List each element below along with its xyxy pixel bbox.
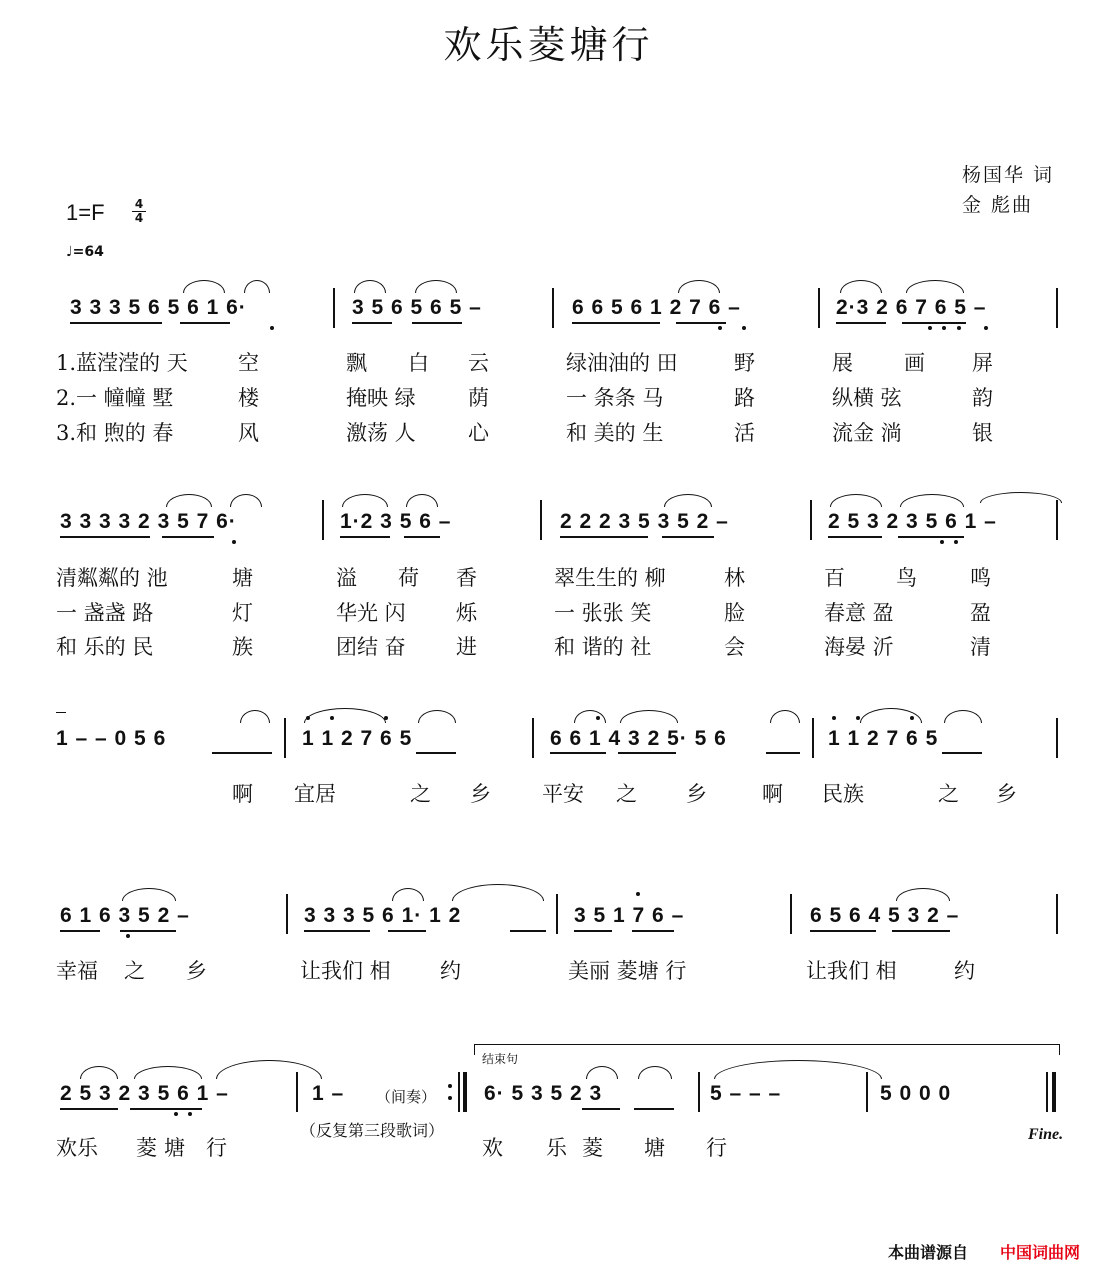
row1-bar3-notes: 6 6 5 6 1 2 7 6 – [572,296,741,319]
lyric: 流金 淌 [832,421,902,445]
ending-label: 结束句 [482,1052,519,1066]
octave-dot [940,540,944,544]
lyric: 约 [440,959,461,983]
slur [166,494,212,507]
barline [812,718,814,758]
lyric: 飘 [346,351,367,375]
row4-bar2-notes: 3 3 3 5 6 1· 1 2 [304,904,462,927]
barline [556,894,558,934]
lyric: 脸 [724,601,745,625]
lyric: 民族 [822,782,864,806]
underline [510,930,546,932]
lyric: 灯 [232,601,253,625]
octave-dot [928,326,932,330]
underline [180,322,230,324]
octave-dot [957,326,961,330]
row5-bar4-notes: 5 – – – [710,1082,782,1105]
lyric: 啊 [232,782,253,806]
row2-bar3-notes: 2 2 2 3 5 3 5 2 – [560,510,729,533]
lyric: 韵 [972,386,993,410]
lyric: 荫 [468,386,489,410]
lyric: 乡 [686,782,707,806]
tempo-mark: ♩=64 [66,244,104,260]
repeat-note: （反复第三段歌词） [300,1121,445,1140]
lyric: 3.和 煦的 春 [56,421,174,445]
underline [836,322,886,324]
octave-dot [330,716,334,720]
lyric: 和 谐的 社 [554,635,652,659]
slur [392,888,424,901]
underline [898,536,964,538]
lyric: 和 乐的 民 [56,635,154,659]
lyric: 心 [468,421,489,445]
lyric: 清粼粼的 池 [56,566,168,590]
lyric: 白 [408,351,429,375]
lyric: 海晏 沂 [824,635,894,659]
lyric: 塘 [164,1136,185,1160]
lyric: 纵横 弦 [832,386,902,410]
barline [552,288,554,328]
lyric: 华光 闪 [336,601,406,625]
slur [944,710,982,723]
underline [550,752,606,754]
barline [540,500,542,540]
lyric: 路 [734,386,755,410]
octave-dot [596,716,600,720]
slur [406,494,438,507]
ending-bracket [474,1044,1060,1055]
row5-bar2-notes: 1 – [312,1082,345,1105]
key-signature: 1=F [66,200,105,225]
slur [900,494,964,507]
slur [240,710,270,723]
slur [896,888,950,901]
underline [902,322,966,324]
lyric: 菱 [582,1136,603,1160]
slur [830,494,882,507]
slur [80,1066,118,1079]
underline [618,752,676,754]
lyric: 2.一 幢幢 墅 [56,386,174,410]
barline [1056,894,1058,934]
underline [942,752,982,754]
row2-bar4-notes: 2 5 3 2 3 5 6 1 – [828,510,997,533]
lyric: 画 [904,351,925,375]
underline [828,536,882,538]
lyric: 荷 [398,566,419,590]
barline [818,288,820,328]
underline [766,752,800,754]
lyric: 欢 [482,1136,503,1160]
lyric: 烁 [456,601,477,625]
row4-bar4-notes: 6 5 6 4 5 3 2 – [810,904,960,927]
lyric: 之 [938,782,959,806]
lyric: 银 [972,421,993,445]
slur [415,280,457,293]
lyric: 平安 [542,782,584,806]
octave-dot [742,326,746,330]
page-title: 欢乐菱塘行 [443,23,654,67]
underline [412,322,462,324]
octave-dot [188,1112,192,1116]
lyric: 风 [238,421,259,445]
final-barline [1052,1072,1056,1112]
slur [638,1066,672,1079]
lyric: 会 [724,635,745,659]
slur [230,494,262,507]
tie [216,1060,322,1079]
fine-mark: Fine. [1028,1126,1064,1143]
row2-bar1-notes: 3 3 3 3 2 3 5 7 6· [60,510,237,533]
lyric: 鸣 [970,566,991,590]
underline [810,930,876,932]
lyric: 乡 [996,782,1017,806]
octave-dot [636,892,640,896]
octave-dot [270,326,274,330]
lyric: 林 [724,566,745,590]
slur [770,710,800,723]
lyric: 空 [238,351,259,375]
octave-dot [832,716,836,720]
source-site-link[interactable]: 中国词曲网 [1000,1243,1081,1262]
underline [162,536,214,538]
lyric: 之 [616,782,637,806]
lyric: 进 [456,635,477,659]
underline [892,930,950,932]
lyric: 展 [832,351,853,375]
lyric: 屏 [972,351,993,375]
tie [452,884,544,901]
lyric: 1.蓝滢滢的 天 [56,351,188,375]
row3-bar1-notes: 1 – – 0 5 6 [56,727,167,750]
slur [342,494,388,507]
slur [840,280,882,293]
lyric: 约 [954,959,975,983]
underline [560,536,648,538]
lyric: 塘 [232,566,253,590]
underline [120,930,176,932]
octave-dot [984,326,988,330]
underline [60,536,150,538]
lyricist-credit: 杨国华 词 [962,164,1055,186]
row4-bar3-notes: 3 5 1 7 6 – [574,904,685,927]
lyric: 百 [824,566,845,590]
row5-bar5-notes: 5 0 0 0 [880,1082,952,1105]
lyric: 族 [232,635,253,659]
lyric: 让我们 相 [806,959,897,983]
underline [582,1108,620,1110]
lyric: 一 盏盏 路 [56,601,154,625]
lyric: 让我们 相 [300,959,391,983]
lyric: 团结 奋 [336,635,406,659]
octave-dot [126,934,130,938]
barline [1056,718,1058,758]
slur [906,280,964,293]
underline [212,752,272,754]
lyric: 野 [734,351,755,375]
tie [980,492,1062,503]
underline [388,930,426,932]
underline [404,536,440,538]
lyric: 宜居 [294,782,336,806]
barline [322,500,324,540]
octave-dot [174,1112,178,1116]
lyric: 云 [468,351,489,375]
lyric: 掩映 绿 [346,386,416,410]
lyric: 春意 盈 [824,601,894,625]
octave-dot [942,326,946,330]
lyric: 翠生生的 柳 [554,566,666,590]
lyric: 欢乐 [56,1136,98,1160]
underline [352,322,392,324]
lyric: 菱 [136,1136,157,1160]
underline [634,1108,674,1110]
underline [304,930,370,932]
lyric: 之 [410,782,431,806]
octave-dot [306,716,310,720]
lyric: 活 [734,421,755,445]
lyric: 啊 [762,782,783,806]
barline [1056,288,1058,328]
underline [416,752,456,754]
slur [586,1066,618,1079]
barline [333,288,335,328]
underline [662,536,714,538]
lyric: 美丽 菱塘 行 [568,959,687,983]
repeat-sign [446,1072,486,1112]
row1-bar4-notes: 2·3 2 6 7 6 5 – [836,296,987,319]
time-signature [130,198,148,225]
underline [60,930,100,932]
underline [130,1108,202,1110]
barline [286,894,288,934]
lyric: 幸福 [56,959,98,983]
slur [620,710,678,723]
row3-bar4-notes: 1 1 2 7 6 5 [828,727,939,750]
underline [632,930,674,932]
tie-end [56,712,66,713]
slur [664,494,712,507]
lyric: 乡 [470,782,491,806]
barline [810,500,812,540]
underline [340,536,390,538]
slur [418,710,456,723]
lyric: 一 条条 马 [566,386,664,410]
lyric: 盈 [970,601,991,625]
underline [70,322,162,324]
row3-bar3-notes: 6 6 1 4 3 2 5· 5 6 [550,727,727,750]
underline [60,1108,118,1110]
slur [122,888,176,901]
row2-bar2-notes: 1·2 3 5 6 – [340,510,452,533]
tie [714,1060,882,1079]
octave-dot [384,716,388,720]
lyric: 和 美的 生 [566,421,664,445]
lyric: 乡 [186,959,207,983]
underline [574,930,612,932]
slur [574,710,606,723]
interlude-label: （间奏） [376,1088,437,1106]
barline [1046,1072,1048,1112]
lyric: 清 [970,635,991,659]
barline [1056,500,1058,540]
lyric: 香 [456,566,477,590]
row1-bar1-notes: 3 3 3 5 6 5 6 1 6· [70,296,247,319]
lyric: 绿油油的 田 [566,351,678,375]
lyric: 行 [206,1136,227,1160]
slur [244,280,270,293]
octave-dot [954,540,958,544]
barline [532,718,534,758]
lyric: 塘 [644,1136,665,1160]
lyric: 乐 [546,1136,567,1160]
lyric: 楼 [238,386,259,410]
row5-bar3-notes: 6· 5 3 5 2 3 [484,1082,603,1105]
barline [698,1072,700,1112]
barline [790,894,792,934]
source-label: 本曲谱源自 [888,1243,969,1262]
lyric: 溢 [336,566,357,590]
slur [304,708,386,723]
underline [572,322,660,324]
time-sig-top: 4 [134,197,144,211]
time-sig-bottom: 4 [134,211,144,225]
slur [183,280,225,293]
barline [284,718,286,758]
row5-bar1-notes: 2 5 3 2 3 5 6 1 – [60,1082,229,1105]
lyric: 之 [124,959,145,983]
octave-dot [910,716,914,720]
octave-dot [856,716,860,720]
lyric: 鸟 [896,566,917,590]
underline [676,322,726,324]
row3-bar2-notes: 1 1 2 7 6 5 [302,727,413,750]
octave-dot [232,540,236,544]
lyric: 激荡 人 [346,421,416,445]
slur [134,1066,202,1079]
octave-dot [718,326,722,330]
composer-credit: 金 彪曲 [962,194,1034,216]
slur [678,280,720,293]
slur [354,280,386,293]
row1-bar2-notes: 3 5 6 5 6 5 – [352,296,482,319]
row4-bar1-notes: 6 1 6 3 5 2 – [60,904,190,927]
lyric: 一 张张 笑 [554,601,652,625]
lyric: 行 [706,1136,727,1160]
